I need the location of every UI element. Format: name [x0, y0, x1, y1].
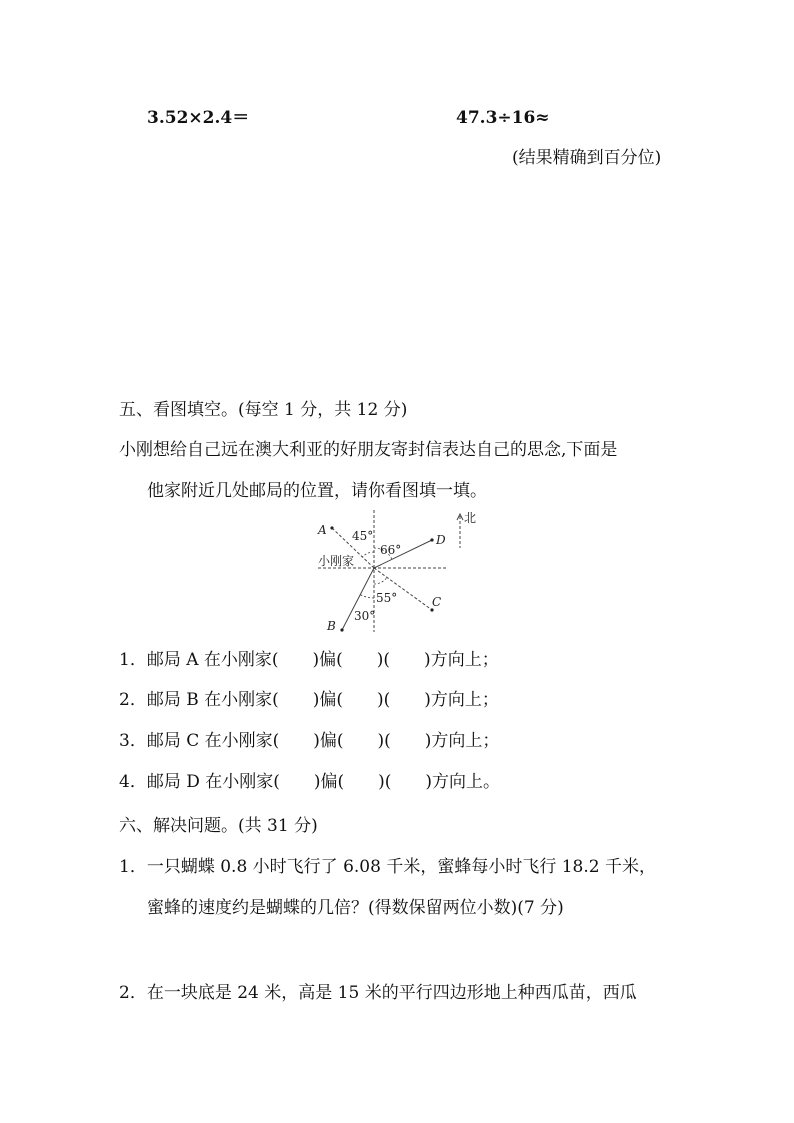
section-5-heading: 五、看图填空。(每空 1 分，共 12 分) [119, 400, 408, 420]
label-d: D [436, 533, 446, 547]
calc-note: (结果精确到百分位) [512, 148, 662, 168]
question-5-2: 2．邮局 B 在小刚家( )偏( )( )方向上； [119, 690, 499, 710]
section-5-intro-line-2: 他家附近几处邮局的位置，请你看图填一填。 [147, 481, 487, 501]
question-6-1-line-2: 蜜蜂的速度约是蝴蝶的几倍？(得数保留两位小数)(7 分) [147, 898, 564, 918]
question-6-2-line-1: 2．在一块底是 24 米，高是 15 米的平行四边形地上种西瓜苗，西瓜 [119, 983, 637, 1003]
angle-55: 55° [376, 591, 398, 605]
section-6-heading: 六、解决问题。(共 31 分) [119, 816, 318, 836]
calc-expression-2: 47.3÷16≈ [456, 108, 550, 128]
home-label: 小刚家 [318, 554, 355, 568]
angle-66: 66° [380, 543, 402, 557]
direction-diagram [312, 508, 478, 638]
point-b [340, 628, 343, 631]
question-6-1-line-1: 1．一只蝴蝶 0.8 小时飞行了 6.08 千米，蜜蜂每小时飞行 18.2 千米， [119, 857, 656, 877]
point-d [430, 538, 433, 541]
label-a: A [318, 523, 327, 537]
label-b: B [327, 619, 336, 633]
section-5-intro-line-1: 小刚想给自己远在澳大利亚的好朋友寄封信表达自己的思念,下面是 [119, 440, 618, 460]
angle-45: 45° [352, 529, 374, 543]
question-5-4: 4．邮局 D 在小刚家( )偏( )( )方向上。 [119, 772, 501, 792]
question-5-3: 3．邮局 C 在小刚家( )偏( )( )方向上； [119, 731, 500, 751]
point-a [330, 526, 333, 529]
label-c: C [432, 595, 442, 609]
question-5-1: 1．邮局 A 在小刚家( )偏( )( )方向上； [119, 650, 499, 670]
north-label: 北 [464, 511, 477, 525]
calc-expression-1: 3.52×2.4＝ [147, 108, 250, 128]
angle-30: 30° [354, 609, 376, 623]
